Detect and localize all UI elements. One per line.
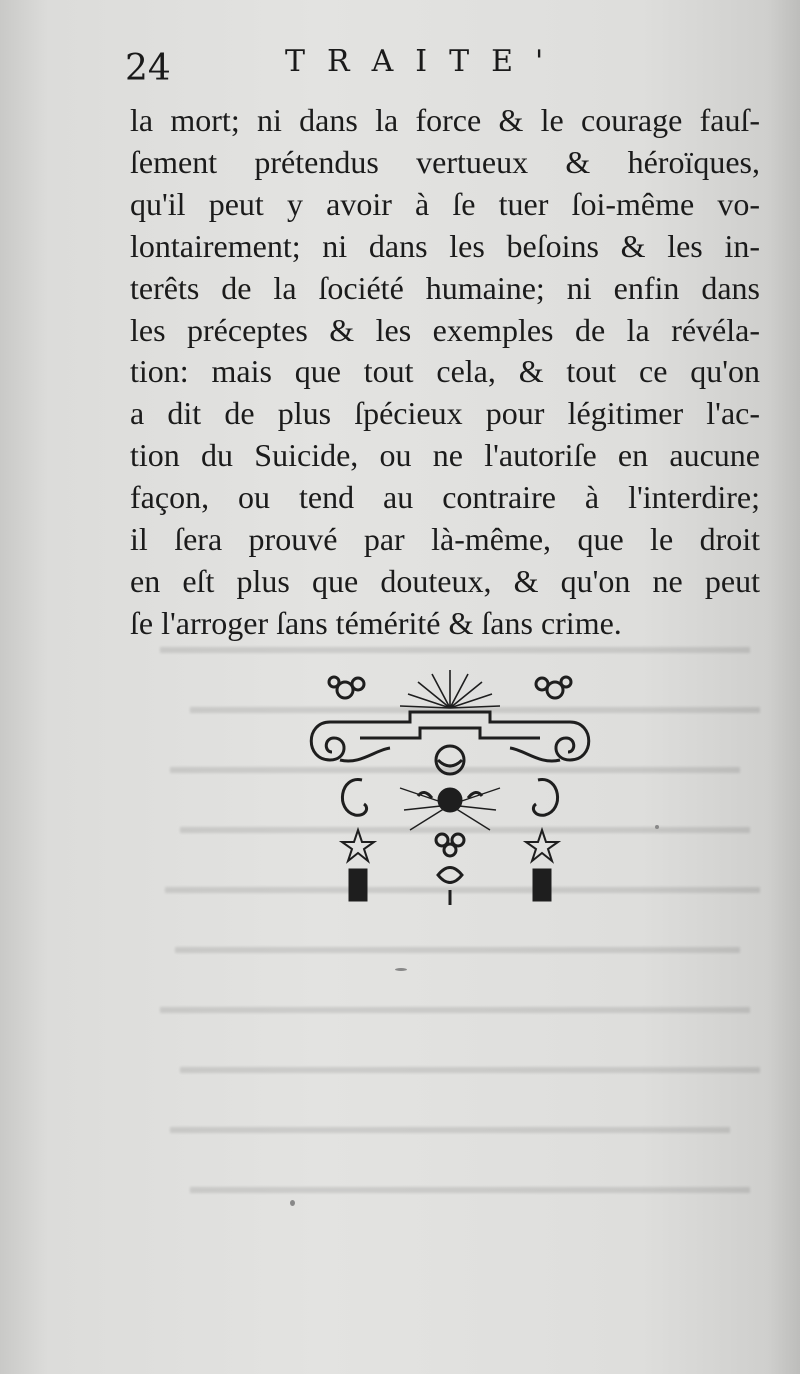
text-line: tion du Suicide, ou ne l'autoriſe en aucune xyxy=(130,437,760,474)
text-line: la mort; ni dans la force & le courage fauſ- xyxy=(130,102,760,138)
text-line: tion: mais que tout cela, & tout ce qu'on xyxy=(130,353,760,390)
ink-speck xyxy=(395,968,407,971)
text-line: ſe l'arroger ſans témérité & ſans crime. xyxy=(130,604,622,641)
text-line: qu'il peut y avoir à ſe tuer ſoi-même vo- xyxy=(130,185,760,222)
ink-speck xyxy=(290,1200,295,1206)
text-line: en eſt plus que douteux, & qu'on ne peut xyxy=(130,562,760,599)
body-text xyxy=(130,100,760,645)
text-line: a dit de plus ſpécieux pour légitimer l'ac- xyxy=(130,395,760,432)
text-line: façon, ou tend au contraire à l'interdire; xyxy=(130,479,760,516)
decorative-tailpiece-icon xyxy=(300,660,600,910)
running-header xyxy=(0,40,800,100)
text-line: les préceptes & les exemples de la révéla- xyxy=(130,311,760,348)
ink-speck xyxy=(655,825,659,829)
text-line: ſement prétendus vertueux & héroïques, xyxy=(130,143,760,180)
page-number: 24 xyxy=(125,48,171,89)
text-line: terêts de la ſociété humaine; ni enfin dans xyxy=(130,269,760,306)
text-line: lontairement; ni dans les beſoins & les in- xyxy=(130,227,760,264)
text-line: il ſera prouvé par là-même, que le droit xyxy=(130,521,760,558)
running-head-title: TRAITE' xyxy=(285,44,566,79)
